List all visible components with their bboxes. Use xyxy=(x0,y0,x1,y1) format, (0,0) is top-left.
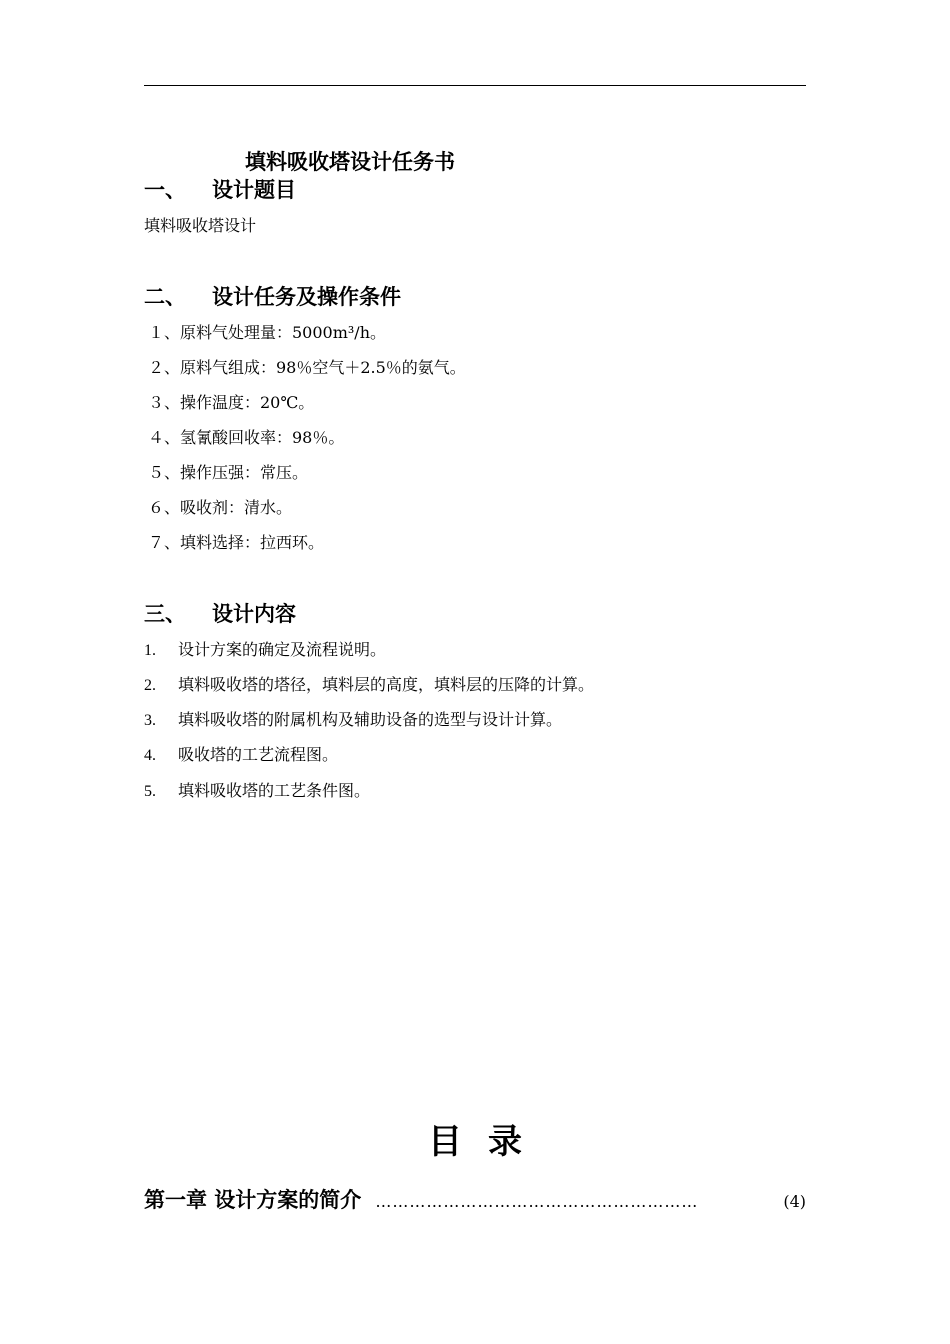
item-text: 填料吸收塔的工艺条件图。 xyxy=(178,781,371,800)
condition-item: ６、吸收剂：清水。 xyxy=(148,498,293,517)
item-number: 2. xyxy=(144,677,156,694)
item-number: 4. xyxy=(144,747,156,764)
section-heading-task xyxy=(144,281,401,311)
condition-item: １、原料气处理量：5000m³/h。 xyxy=(148,323,387,342)
toc-entry[interactable] xyxy=(144,1184,806,1214)
condition-item: ２、原料气组成：98％空气＋2.5％的氨气。 xyxy=(148,358,466,377)
design-topic-text: 填料吸收塔设计 xyxy=(144,216,257,235)
item-text: 填料吸收塔的附属机构及辅助设备的选型与设计计算。 xyxy=(178,710,563,729)
condition-item: ４、氢氰酸回收率：98％。 xyxy=(148,428,345,447)
condition-item: ７、填料选择：拉西环。 xyxy=(148,533,325,552)
section-number: 二、 xyxy=(144,285,186,309)
condition-item: ５、操作压强：常压。 xyxy=(148,463,309,482)
content-item xyxy=(144,742,338,765)
item-text: 设计方案的确定及流程说明。 xyxy=(178,640,387,659)
section-title: 设计题目 xyxy=(212,178,296,202)
toc-leader-dots: ………………………………………………… xyxy=(375,1192,699,1211)
content-item xyxy=(144,707,562,730)
section-heading-content xyxy=(144,598,296,628)
section-title: 设计内容 xyxy=(212,602,296,626)
toc-title: 目录 xyxy=(428,1122,548,1162)
item-text: 吸收塔的工艺流程图。 xyxy=(178,745,339,764)
item-number: 1. xyxy=(144,642,156,659)
item-number: 3. xyxy=(144,712,156,729)
content-item xyxy=(144,672,594,695)
section-number: 一、 xyxy=(144,178,186,202)
condition-item: ３、操作温度：20℃。 xyxy=(148,393,315,412)
toc-page-number: (4) xyxy=(783,1192,806,1211)
section-number: 三、 xyxy=(144,602,186,626)
content-item xyxy=(144,637,386,660)
toc-chapter-title[interactable]: 第一章 设计方案的简介 xyxy=(144,1188,362,1212)
document-title: 填料吸收塔设计任务书 xyxy=(245,150,455,174)
header-rule xyxy=(144,85,806,86)
content-item xyxy=(144,778,370,801)
section-heading-topic xyxy=(144,174,296,204)
section-title: 设计任务及操作条件 xyxy=(212,285,401,309)
item-number: 5. xyxy=(144,783,156,800)
item-text: 填料吸收塔的塔径，填料层的高度，填料层的压降的计算。 xyxy=(178,675,595,694)
